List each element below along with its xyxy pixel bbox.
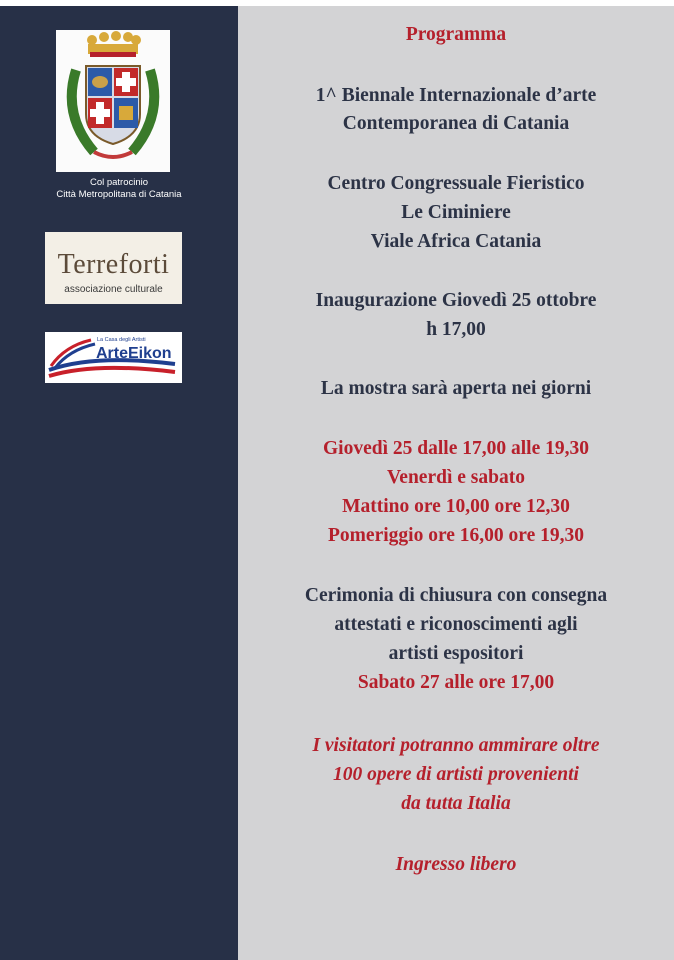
terreforti-logo <box>45 232 182 304</box>
catania-coat-of-arms-logo <box>56 30 170 172</box>
visitors-note-line2: 100 opere di artisti provenienti <box>333 764 579 785</box>
patronage-entity: Città Metropolitana di Catania <box>56 189 182 200</box>
patronage-label: Col patrocinio <box>89 177 149 188</box>
open-days-intro: La mostra sarà aperta nei giorni <box>320 378 592 399</box>
terreforti-brand: Terreforti <box>57 249 170 280</box>
hours-line: Mattino ore 10,00 ore 12,30 <box>342 496 570 517</box>
free-entry: Ingresso libero <box>395 854 517 875</box>
event-title-line1: 1^ Biennale Internazionale d’arte <box>315 85 597 106</box>
opening-time: h 17,00 <box>426 319 486 340</box>
hours-line: Giovedì 25 dalle 17,00 alle 19,30 <box>323 438 589 459</box>
arteeikon-swoosh-icon <box>45 332 182 383</box>
closing-ceremony-date: Sabato 27 alle ore 17,00 <box>357 672 555 693</box>
event-title-line2: Contemporanea di Catania <box>342 113 570 134</box>
program-panel <box>238 6 674 960</box>
hours-line: Pomeriggio ore 16,00 ore 19,30 <box>328 525 584 546</box>
terreforti-subtitle: associazione culturale <box>64 284 163 295</box>
venue-address: Viale Africa Catania <box>370 231 542 252</box>
venue-line2: Le Ciminiere <box>401 202 511 223</box>
sidebar <box>0 6 238 960</box>
coat-of-arms-icon <box>56 30 170 172</box>
opening-date: Inaugurazione Giovedì 25 ottobre <box>315 290 597 311</box>
hours-line: Venerdì e sabato <box>387 467 525 488</box>
program-heading: Programma <box>405 24 507 45</box>
arteeikon-tagline: La Casa degli Artisti <box>97 337 146 343</box>
visitors-note-line3: da tutta Italia <box>401 793 511 814</box>
closing-ceremony-line1: Cerimonia di chiusura con consegna <box>304 585 608 606</box>
arteeikon-logo <box>45 332 182 383</box>
venue-line1: Centro Congressuale Fieristico <box>327 173 585 194</box>
arteeikon-brand: ArteEikon <box>96 345 172 362</box>
visitors-note-line1: I visitatori potranno ammirare oltre <box>312 735 600 756</box>
closing-ceremony-line3: artisti espositori <box>388 643 524 664</box>
closing-ceremony-line2: attestati e riconoscimenti agli <box>334 614 578 635</box>
